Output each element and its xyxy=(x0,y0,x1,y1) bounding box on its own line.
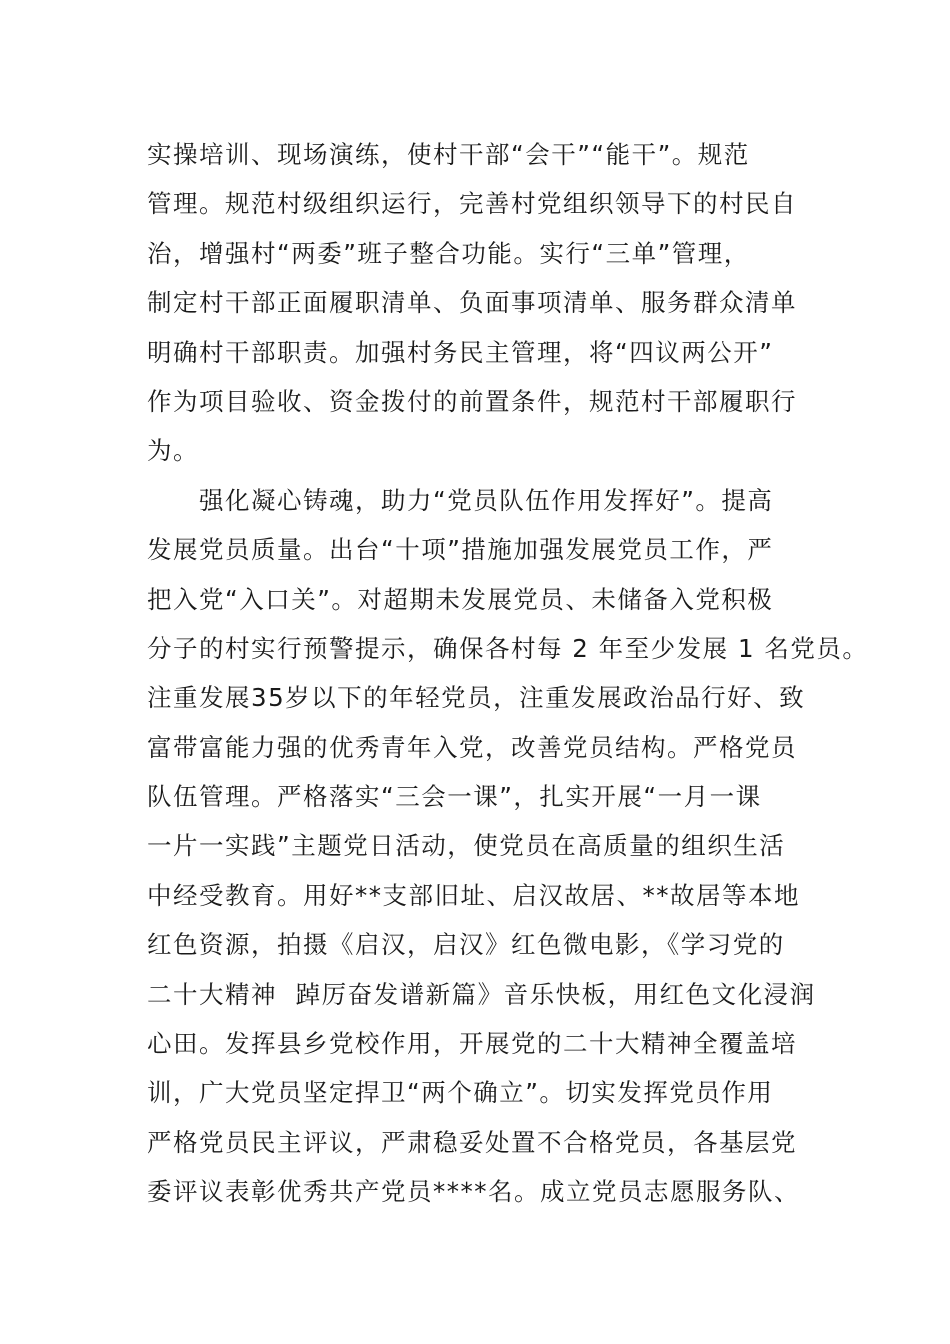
text-line: 委评议表彰优秀共产党员****名。成立党员志愿服务队、 xyxy=(147,1177,800,1207)
text-line: 实操培训、现场演练，使村干部“会干”“能干”。规范 xyxy=(147,140,750,169)
text-line: 一片一实践”主题党日活动，使党员在高质量的组织生活 xyxy=(147,831,786,861)
text-line: 二十大精神 踔厉奋发谱新篇》音乐快板，用红色文化浸润 xyxy=(147,979,816,1009)
text-line: 红色资源，拍摄《启汉，启汉》红色微电影，《学习党的 xyxy=(147,930,785,960)
text-line: 制定村干部正面履职清单、负面事项清单、服务群众清单 xyxy=(147,288,797,318)
text-line: 注重发展35岁以下的年轻党员，注重发展政治品行好、致 xyxy=(147,683,806,713)
text-line: 训，广大党员坚定捍卫“两个确立”。切实发挥党员作用 xyxy=(147,1078,774,1108)
document-body xyxy=(147,130,869,1217)
paragraph-2 xyxy=(147,476,869,1217)
text-line: 分子的村实行预警提示，确保各村每 2 年至少发展 1 名党员。 xyxy=(147,633,869,663)
text-line: 治，增强村“两委”班子整合功能。实行“三单”管理， xyxy=(147,238,750,268)
text-line: 发展党员质量。出台“十项”措施加强发展党员工作，严 xyxy=(147,535,774,565)
text-line: 管理。规范村级组织运行，完善村党组织领导下的村民自 xyxy=(147,189,797,219)
text-line: 为。 xyxy=(147,436,199,466)
text-line: 严格党员民主评议，严肃稳妥处置不合格党员，各基层党 xyxy=(147,1127,797,1157)
text-line: 强化凝心铸魂，助力“党员队伍作用发挥好”。提高 xyxy=(199,485,774,515)
text-line: 富带富能力强的优秀青年入党，改善党员结构。严格党员 xyxy=(147,732,797,762)
text-line: 中经受教育。用好**支部旧址、启汉故居、**故居等本地 xyxy=(147,880,800,910)
text-line: 明确村干部职责。加强村务民主管理，将“四议两公开” xyxy=(147,337,774,367)
paragraph-1 xyxy=(147,130,817,476)
text-line: 心田。发挥县乡党校作用，开展党的二十大精神全覆盖培 xyxy=(147,1029,797,1059)
text-line: 作为项目验收、资金拨付的前置条件，规范村干部履职行 xyxy=(147,386,797,416)
text-line: 队伍管理。严格落实“三会一课”，扎实开展“一月一课 xyxy=(147,782,762,812)
text-line: 把入党“入口关”。对超期未发展党员、未储备入党积极 xyxy=(147,584,774,614)
